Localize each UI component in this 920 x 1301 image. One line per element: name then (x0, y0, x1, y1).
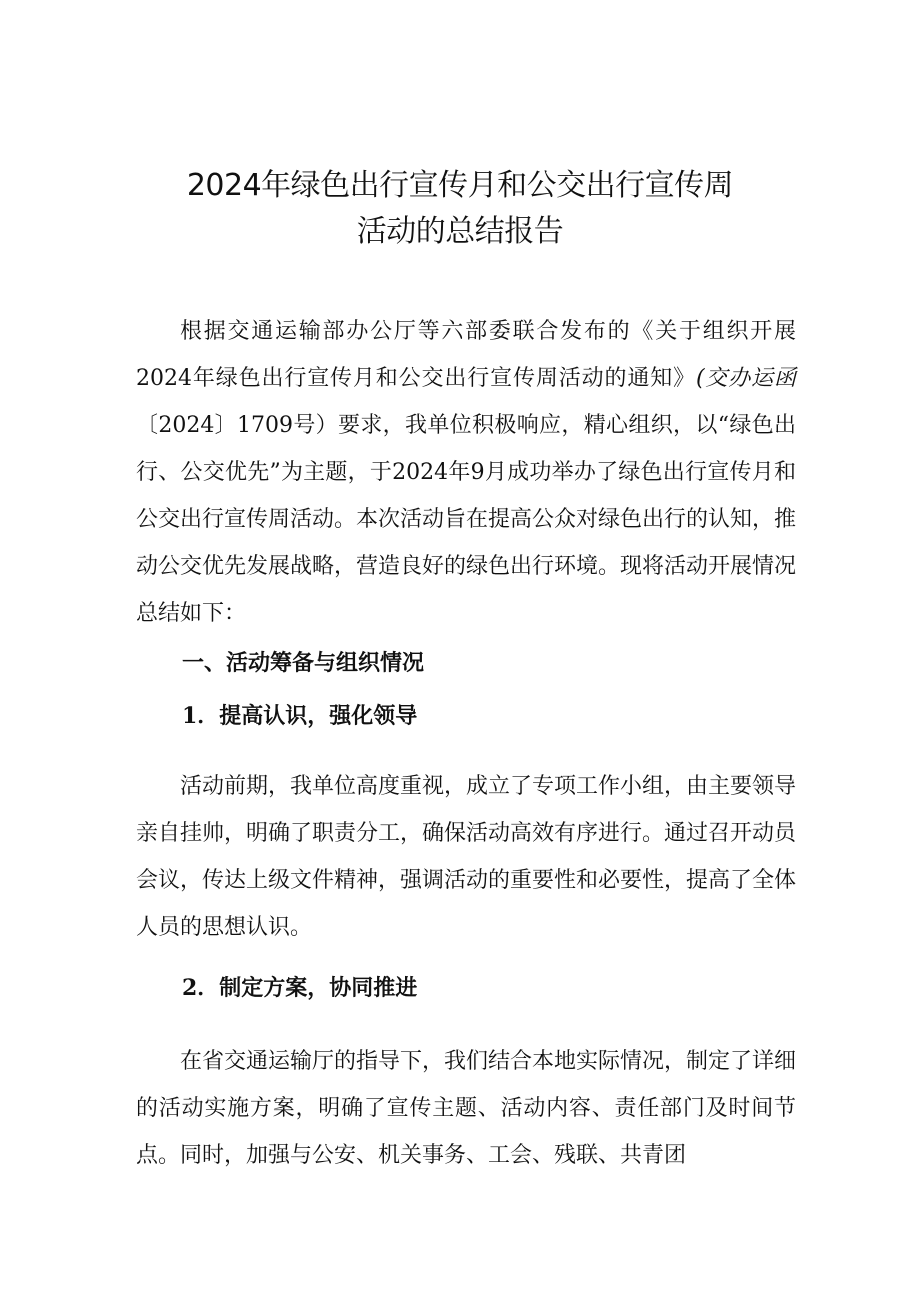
intro-text-part-1: 根据交通运输部办公厅等六部委联合发布的《关于组织开展2024年绿色出行宣传月和公交出行宣传周活动的通知》 (136, 319, 796, 391)
document-reference: (交办运函 (695, 366, 796, 391)
subsection-2-paragraph: 在省交通运输厅的指导下，我们结合本地实际情况，制定了详细的活动实施方案，明确了宣传主题、活动内容、责任部门及时间节点。同时，加强与公安、机关事务、工会、残联、共青团 (136, 1049, 797, 1168)
intro-paragraph (136, 308, 796, 637)
subsection-heading-1: 1．提高认识，强化领导 (182, 703, 418, 729)
subsection-1-paragraph: 活动前期，我单位高度重视，成立了专项工作小组，由主要领导亲自挂帅，明确了职责分工，确保活动高效有序进行。通过召开动员会议，传达上级文件精神，强调活动的重要性和必要性，提高了全体人员的思想认识。 (136, 774, 797, 940)
intro-text-part-2: 〔2024〕1709号）要求，我单位积极响应，精心组织，以“绿色出行、公交优先”为主题，于2024年9月成功举办了绿色出行宣传月和公交出行宣传周活动。本次活动旨在提高公众对绿色出行的认知，推动公交优先发展战略，营造良好的绿色出行环境。现将活动开展情况总结如下： (136, 413, 797, 626)
document-title-line-2: 活动的总结报告 (356, 214, 564, 249)
section-heading-1: 一、活动筹备与组织情况 (182, 651, 425, 676)
document-title-line-1: 2024年绿色出行宣传月和公交出行宣传周 (186, 168, 734, 203)
subsection-heading-2: 2．制定方案，协同推进 (182, 975, 418, 1001)
